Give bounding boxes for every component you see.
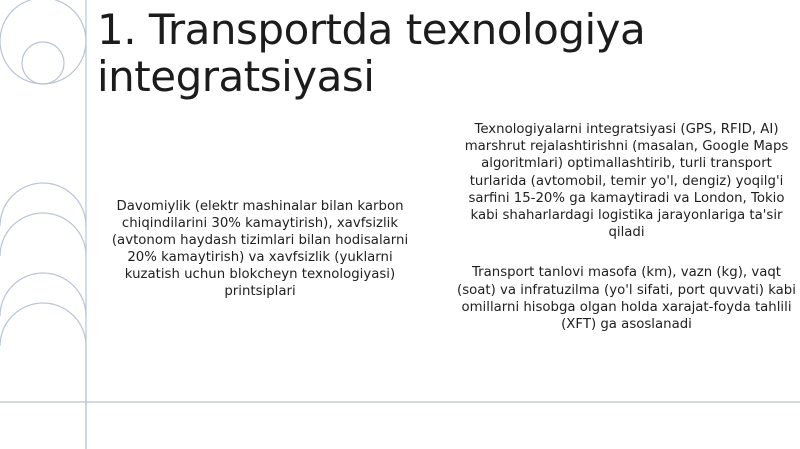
slide-title: 1. Transportda texnologiya integratsiyasi [97, 5, 646, 101]
decor-arc-bottom-2 [0, 273, 86, 316]
left-text-block: Davomiylik (elektr mashinalar bilan karbon chiqindilarini 30% kamaytirish), xavfsizlik (avtonom haydash tizimlari bilan hodisalarni 20% kamaytirish) va xavfsizlik (yuklarni kuzatish uchun blokcheyn texnologiyasi) printsiplari [111, 199, 409, 299]
decor-circle-small [22, 42, 64, 84]
right-text-block [454, 121, 799, 333]
decor-arc-bottom [0, 303, 86, 449]
decor-arc-middle [0, 213, 86, 256]
right-paragraph-1: Texnologiyalarni integratsiyasi (GPS, RFID, AI) marshrut rejalashtirishni (masalan, Google Maps algoritmlari) optimallashtirib, turli transport turlarida (avtomobil, temir yo'l, dengiz) yoqilg'i sarfini 15-20% ga kamaytiradi va London, Tokio kabi shaharlardagi logistika jarayonlariga ta'sir qiladi [464, 122, 789, 241]
decor-arc-middle-2 [0, 183, 86, 226]
right-paragraph-2: Transport tanlovi masofa (km), vazn (kg), vaqt (soat) va infratuzilma (yo'l sifati, port quvvati) kabi omillarni hisobga olgan holda xarajat-foyda tahlili (XFT) ga asoslanadi [457, 265, 796, 333]
